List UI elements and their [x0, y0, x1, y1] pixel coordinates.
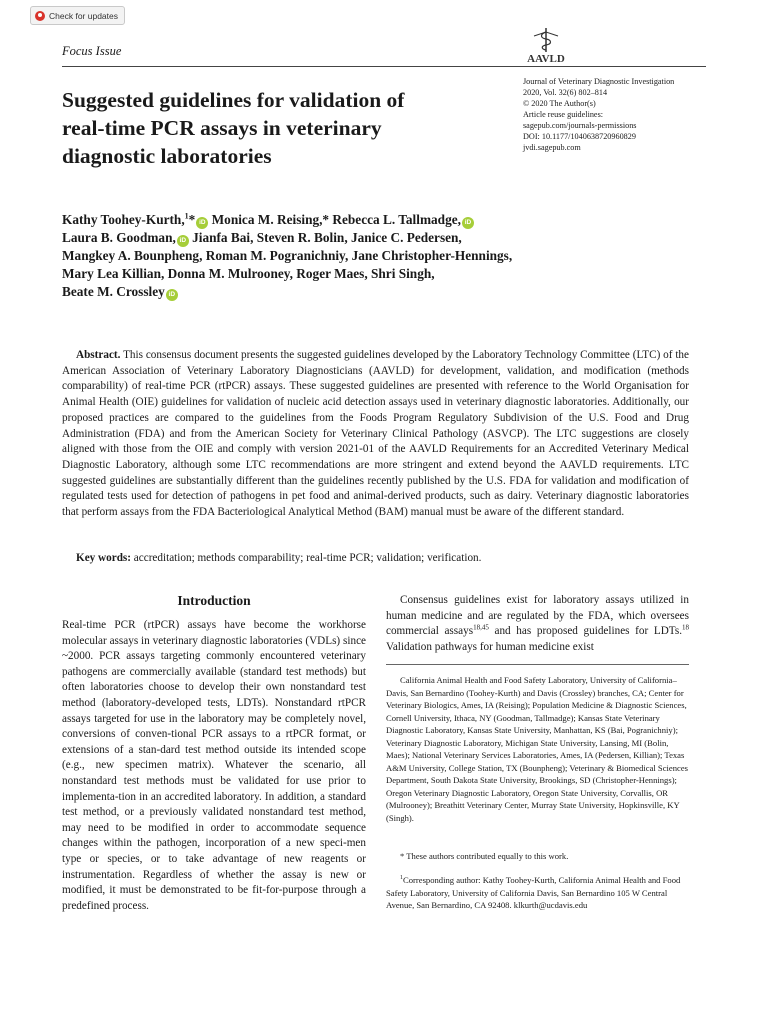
body-text: Validation pathways for human medicine exist: [386, 640, 594, 653]
corresponding-author-footnote: [386, 874, 689, 912]
crossmark-icon: [35, 11, 45, 21]
author-names: Mary Lea Killian, Donna M. Mulrooney, Roger Maes, Shri Singh,: [62, 266, 435, 281]
abstract-text: This consensus document presents the suggested guidelines developed by the Laboratory Technology Committee (LTC) of the American Association of Veterinary Laboratory Diagnosticians (AAVLD) for development, validation, and modification (methods comparability) of real-time PCR (rtPCR) assays. These suggested guidelines are presented with reference to the World Organisation for Animal Health (OIE) guidelines for validation of nucleic acid detection assays used in veterinary diagnostic laboratories. Additionally, our proposed practices are compared to the guidelines from the Foods Program Regulatory Subdivision of the U.S. Food and Drug Administration (FDA) and from the American Society for Veterinary Clinical Pathology (ASVCP). The LTC suggestions are closely aligned with those from the OIE and comply with version 2021-01 of the AAVLD Requirements for an Accredited Veterinary Medical Diagnostic Laboratory, although some LTC recommendations are more stringent and extend beyond the AAVLD requirements. LTC suggested guidelines are substantially different than the guidelines recently published by the U.S. FDA for validation and modification of regulated tests used for detection of pathogens in pet food and animal-derived products, such as dairy. Veterinary diagnostic laboratories that perform assays from the FDA Bacteriological Analytical Method (BAM) manual must be aware of the different standard.: [62, 349, 689, 519]
section-heading: Introduction: [177, 593, 251, 608]
keywords: [76, 552, 481, 564]
body-text: and has proposed guidelines for LDTs.: [488, 625, 683, 638]
journal-url-link[interactable]: jvdi.sagepub.com: [523, 143, 581, 152]
author-list: [62, 211, 622, 301]
keywords-text: accreditation; methods comparability; real-time PCR; validation; verification.: [131, 552, 482, 564]
aavld-logo-icon: [518, 26, 574, 66]
logo-text: AAVLD: [527, 53, 565, 65]
journal-name: Journal of Veterinary Diagnostic Investigation: [523, 77, 675, 86]
article-title: Suggested guidelines for validation of real-time PCR assays in veterinary diagnostic laboratories: [62, 88, 405, 168]
check-for-updates-button[interactable]: [30, 6, 125, 25]
abstract: [62, 348, 689, 521]
orcid-icon[interactable]: iD: [196, 217, 208, 229]
body-paragraph: [386, 593, 689, 655]
intro-paragraph: Real-time PCR (rtPCR) assays have become the workhorse molecular assays in veterinary diagnostic laboratories (VDLs) since ~2000. PCR assays targeting commonly encountered veterinary pathogens are commercially available (standard test methods) but often laboratories choose to develop their own nonstandard test method (laboratory-developed tests, LDTs). Nonstandard rtPCR assays targeted for use in the laboratory may be completely novel, conversions of conven-tional PCR assays to a rtPCR format, or extensions of a stan-dard test method outside its intended scope (e.g., new specimen matrix). Whatever the scenario, all nonstandard test methods must be validated for use prior to implementa-tion in an accredited laboratory. In addition, a standard test method, or a previously validated nonstandard test method, may need to be modified in order to accommodate sequence changes within the pathogen, incorporation of a new speci-men type or species, or to take advantage of new reagents or instrumentation. Regardless of whether the assay is new or modified, it must be demonstrated to be fit-for-purpose through a predefined process.: [62, 619, 366, 912]
author-name: Laura B. Goodman,: [62, 230, 176, 245]
aavld-logo: [518, 26, 574, 66]
affiliations-footnote: California Animal Health and Food Safety Laboratory, University of California–Davis, San Bernardino (Toohey-Kurth) and Davis (Crossley) branches, CA; Center for Veterinary Biologics, Ames, IA (Reising); Population Medicine & Diagnostic Sciences, Cornell University, Ithaca, NY (Goodman, Tallmadge); Kansas State Veterinary Diagnostic Laboratory, Kansas State University, Manhattan, KS (Bai, Pogranichniy); Veterinary Diagnostic Laboratory, Michigan State University, Lansing, MI (Bolin, Maes); National Veterinary Services Laboratories, Ames, IA (Pedersen, Killian); Texas A&M University, College Station, TX (Bounpheng); Veterinary & Biomedical Sciences Department, South Dakota State University, Brookings, SD (Christopher-Hennings); Oregon Veterinary Diagnostic Laboratory, Oregon State University, Corvallis, OR (Mulrooney); Breathitt Veterinary Center, Murray State University, Hopkinsville, KY (Singh).: [386, 675, 689, 823]
reuse-guidelines-label: Article reuse guidelines:: [523, 110, 604, 119]
author-names: Mangkey A. Bounpheng, Roman M. Pogranichniy, Jane Christopher-Hennings,: [62, 248, 513, 263]
permissions-link[interactable]: sagepub.com/journals-permissions: [523, 121, 637, 130]
abstract-label: Abstract.: [76, 349, 121, 361]
journal-meta: [523, 76, 723, 153]
journal-volume: 2020, Vol. 32(6) 802–814: [523, 88, 608, 97]
orcid-icon[interactable]: iD: [462, 217, 474, 229]
citation-ref[interactable]: 18,45: [473, 623, 489, 632]
author-affiliation-mark: 1: [184, 211, 189, 221]
keywords-label: Key words:: [76, 552, 131, 564]
section-label: Focus Issue: [62, 44, 122, 58]
equal-contribution-note: * These authors contributed equally to this work.: [400, 851, 569, 861]
check-for-updates-label: Check for updates: [49, 10, 118, 21]
orcid-icon[interactable]: iD: [177, 235, 189, 247]
equal-contribution-mark: *: [188, 212, 196, 227]
author-name: Beate M. Crossley: [62, 284, 165, 299]
citation-ref[interactable]: 18: [682, 623, 690, 632]
corresponding-author-text: Corresponding author: Kathy Toohey-Kurth, California Animal Health and Food Safety Laboratory, University of California Davis, San Bernardino 105 W Central Avenue, San Bernardino, CA 92408. klkurth@ucdavis.edu: [386, 875, 681, 910]
journal-copyright: © 2020 The Author(s): [523, 99, 596, 108]
author-names: Jianfa Bai, Steven R. Bolin, Janice C. Pedersen,: [188, 230, 462, 245]
footnote-mark: 1: [400, 875, 403, 882]
footnote-rule: [386, 664, 689, 665]
author-names: Monica M. Reising,* Rebecca L. Tallmadge,: [208, 212, 461, 227]
header-rule: [62, 66, 706, 67]
author-name: Kathy Toohey-Kurth,: [62, 212, 185, 227]
orcid-icon[interactable]: iD: [166, 289, 178, 301]
doi-link[interactable]: DOI: 10.1177/1040638720960829: [523, 132, 636, 141]
body-text: Consensus guidelines exist for laboratory assays utilized in human medicine and are regulated by the FDA, which oversees commercial assays: [386, 594, 689, 638]
